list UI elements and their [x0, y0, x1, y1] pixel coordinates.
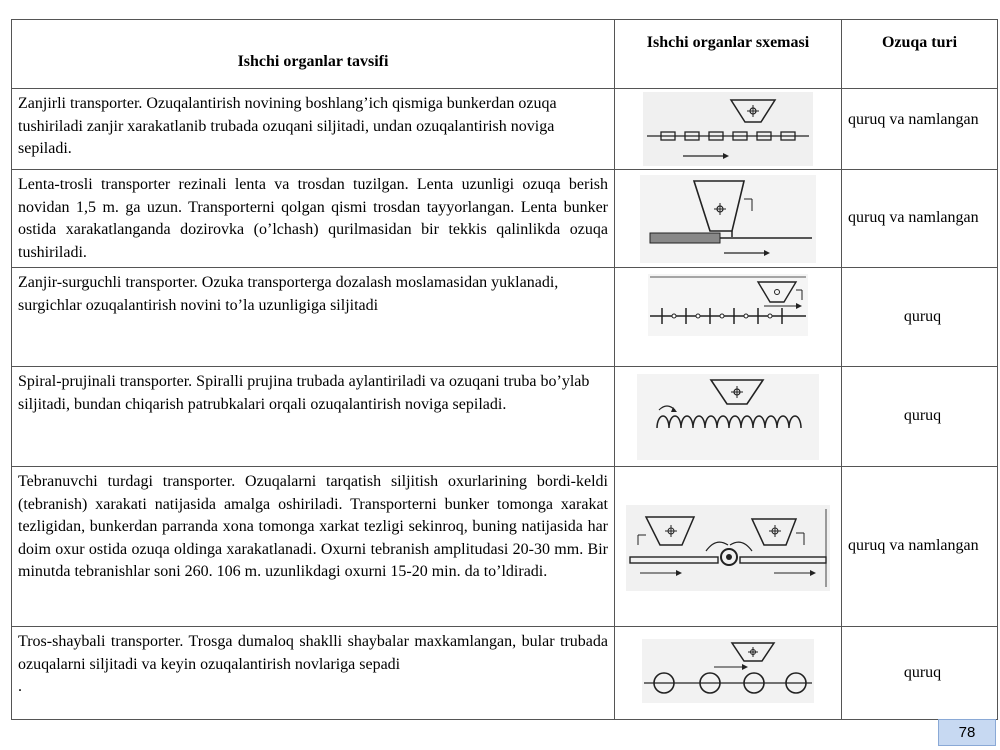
- row-description: Lenta-trosli transporter rezinali lenta va trosdan tuzilgan. Lenta uzunligi ozuqa berish novidan 1,5 m. ga uzun. Transporterni qolgan qismi trosdan tayyorlangan. Lenta bunker ostida xarakatlanganda dozirovka (o’lchash) qurilmasidan bir tekkis qalinlikda ozuqa tushiriladi.: [12, 170, 615, 268]
- table-row: [12, 367, 998, 467]
- row-description: Zanjir-surguchli transporter. Ozuka transporterga dozalash moslamasidan yuklanadi, surgichlar ozuqalantirish novini to’la uzunligiga siljitadi: [12, 268, 615, 367]
- row-scheme: [615, 89, 842, 170]
- row-feed-type: quruq va namlangan: [842, 170, 998, 268]
- row-scheme: [615, 367, 842, 467]
- row-scheme: [615, 268, 842, 367]
- spiral-spring-conveyor-diagram: [637, 374, 819, 460]
- row-feed-type: quruq: [842, 627, 998, 720]
- table-row: [12, 467, 998, 627]
- row-description-text: Tros-shaybali transporter. Trosga dumaloq shaklli shaybalar maxkamlangan, bular trubada ozuqalarni siljitadi va keyin ozuqalantirish novlariga sepadi: [18, 633, 608, 673]
- header-description: Ishchi organlar tavsifi: [12, 20, 615, 89]
- row-description: Tebranuvchi turdagi transporter. Ozuqalarni tarqatish siljitish oxurlarining bordi-keldi (tebranish) xarakati natijasida amalga oshiriladi. Transporterni bunker tomonga xarakat tezligidan, bunkerdan parranda xona tomonga xarkat tezligi sekinroq, buning natijasida har doim oxur ostida ozuqa oldinga xarakatlanadi. Oxurni tebranish amplitudasi 20-30 mm. Bir minutda tebranishlar soni 260. 106 m. uzunlikdagi oxurni 15-20 min. da to’ldiradi.: [12, 467, 615, 627]
- row-feed-type: quruq: [842, 268, 998, 367]
- page-number: 78: [938, 719, 996, 746]
- cable-washer-conveyor-diagram: [642, 639, 814, 703]
- row-description: Spiral-prujinali transporter. Spiralli prujina trubada aylantiriladi va ozuqani truba bo’ylab siljitadi, bundan chiqarish patrubkalari orqali ozuqalantirish noviga sepiladi.: [12, 367, 615, 467]
- equipment-table: [11, 19, 998, 720]
- row-description-trailing: .: [18, 678, 22, 695]
- row-description: [12, 627, 615, 720]
- vibrating-conveyor-diagram: [626, 505, 830, 591]
- chain-conveyor-diagram: [643, 92, 813, 166]
- table-row: [12, 268, 998, 367]
- header-feed-type: Ozuqa turi: [842, 20, 998, 89]
- row-scheme: [615, 467, 842, 627]
- belt-cable-conveyor-diagram: [640, 175, 816, 263]
- table-row: [12, 89, 998, 170]
- table-row: [12, 170, 998, 268]
- row-feed-type: quruq: [842, 367, 998, 467]
- row-description: Zanjirli transporter. Ozuqalantirish novining boshlang’ich qismiga bunkerdan ozuqa tushiriladi zanjir xarakatlanib trubada ozuqani siljitadi, undan ozuqalantirish noviga sepiladi.: [12, 89, 615, 170]
- header-scheme: Ishchi organlar sxemasi: [615, 20, 842, 89]
- row-feed-type: quruq va namlangan: [842, 467, 998, 627]
- row-scheme: [615, 627, 842, 720]
- row-feed-type: quruq va namlangan: [842, 89, 998, 170]
- table-row: [12, 627, 998, 720]
- header-row: [12, 20, 998, 89]
- row-scheme: [615, 170, 842, 268]
- chain-scraper-conveyor-diagram: [648, 274, 808, 336]
